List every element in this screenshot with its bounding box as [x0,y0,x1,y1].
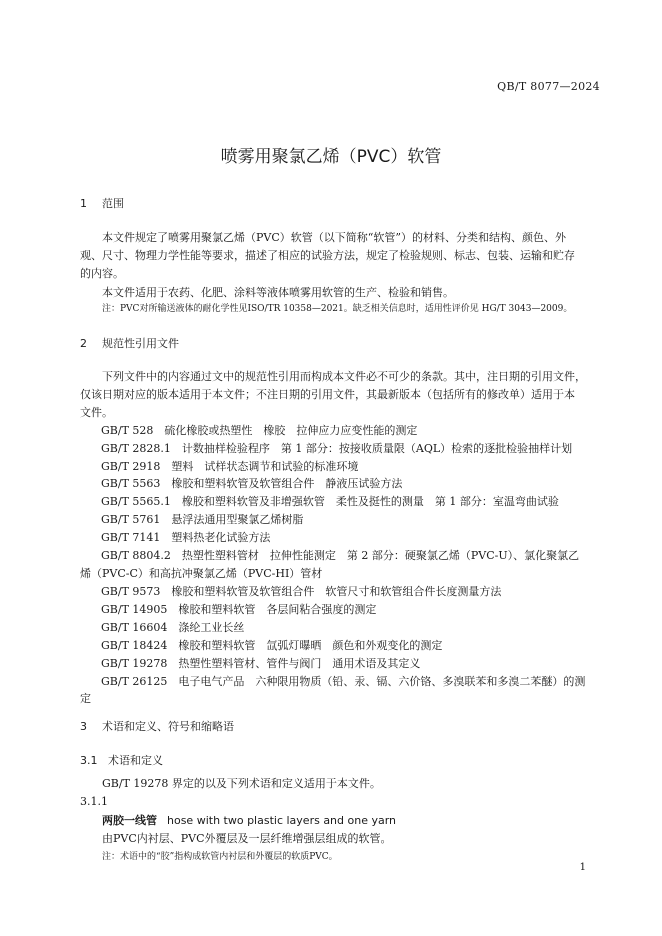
section-2-heading [80,335,179,351]
reference-item: GB/T 5565.1 橡胶和塑料软管及非增强软管 柔性及挺性的测量 第 1 部分：室温弯曲试验 [101,495,559,508]
reference-item: GB/T 9573 橡胶和塑料软管及软管组合件 软管尺寸和软管组合件长度测量方法 [101,585,502,598]
reference-item: GB/T 528 硫化橡胶或热塑性 橡胶 拉伸应力应变性能的测定 [101,424,418,437]
section-3-heading [80,718,234,734]
section-2-number: 2 [80,337,87,350]
section-1-heading [80,195,124,211]
reference-item: GB/T 18424 橡胶和塑料软管 氙弧灯曝晒 颜色和外观变化的测定 [101,639,443,652]
reference-item: GB/T 5761 悬浮法通用型聚氯乙烯树脂 [101,513,304,526]
refs-intro-line3: 文件。 [80,406,113,419]
section-1-title: 范围 [102,197,124,210]
reference-item-continuation: 定 [80,692,91,705]
reference-item: GB/T 2828.1 计数抽样检验程序 第 1 部分：按接收质量限（AQL）检索的逐批检验抽样计划 [101,442,573,455]
reference-item: GB/T 8804.2 热塑性塑料管材 拉伸性能测定 第 2 部分：硬聚氯乙烯（PVC-U）、氯化聚氯乙 [101,549,580,562]
reference-item: GB/T 14905 橡胶和塑料软管 各层间粘合强度的测定 [101,603,377,616]
reference-item: GB/T 5563 橡胶和塑料软管及软管组合件 静液压试验方法 [101,477,403,490]
page-number: 1 [579,862,586,873]
term-definition: 由PVC内衬层、PVC外覆层及一层纤维增强层组成的软管。 [102,832,392,845]
term-english: hose with two plastic layers and one yarn [167,814,397,827]
reference-item: GB/T 26125 电子电气产品 六种限用物质（铅、汞、镉、六价铬、多溴联苯和多溴二苯醚）的测 [101,675,586,688]
scope-note: 注：PVC对所输送液体的耐化学性见ISO/TR 10358—2021。缺乏相关信息时，适用性评价见 HG/T 3043—2009。 [102,304,573,314]
reference-item-continuation: 烯（PVC-C）和高抗冲聚氯乙烯（PVC-HI）管材 [80,567,323,580]
term-chinese: 两胶一线管 [102,814,157,827]
reference-item: GB/T 7141 塑料热老化试验方法 [101,531,271,544]
section-1-number: 1 [80,197,87,210]
section-3-title: 术语和定义、符号和缩略语 [102,720,234,733]
term-note: 注：术语中的“胶”指构成软管内衬层和外覆层的软质PVC。 [102,852,338,862]
reference-item: GB/T 19278 热塑性塑料管材、管件与阀门 通用术语及其定义 [101,657,421,670]
section-2-title: 规范性引用文件 [102,337,179,350]
refs-intro-line1: 下列文件中的内容通过文中的规范性引用而构成本文件必不可少的条款。其中，注日期的引用文件， [102,370,586,383]
document-title: 喷雾用聚氯乙烯（PVC）软管 [220,147,442,167]
terms-intro: GB/T 19278 界定的以及下列术语和定义适用于本文件。 [102,777,381,790]
refs-intro-line2: 仅该日期对应的版本适用于本文件；不注日期的引用文件，其最新版本（包括所有的修改单）适用于本 [80,388,575,401]
term-number: 3.1.1 [80,795,108,808]
scope-para1-line2: 观、尺寸、物理力学性能等要求，描述了相应的试验方法，规定了检验规则、标志、包装、运输和贮存 [80,249,575,262]
subsection-3-1-title: 术语和定义 [108,754,163,767]
reference-item: GB/T 2918 塑料 试样状态调节和试验的标准环境 [101,460,359,473]
reference-item: GB/T 16604 涤纶工业长丝 [101,621,245,634]
subsection-3-1-heading [80,752,163,768]
section-3-number: 3 [80,720,87,733]
scope-para1-line1: 本文件规定了喷雾用聚氯乙烯（PVC）软管（以下简称“软管”）的材料、分类和结构、颜色、外 [102,231,567,244]
subsection-3-1-number: 3.1 [80,754,98,767]
scope-para2: 本文件适用于农药、化肥、涂料等液体喷雾用软管的生产、检验和销售。 [102,286,454,299]
standard-number: QB/T 8077—2024 [497,80,600,93]
scope-para1-line3: 的内容。 [80,267,124,280]
term-heading [102,812,396,828]
